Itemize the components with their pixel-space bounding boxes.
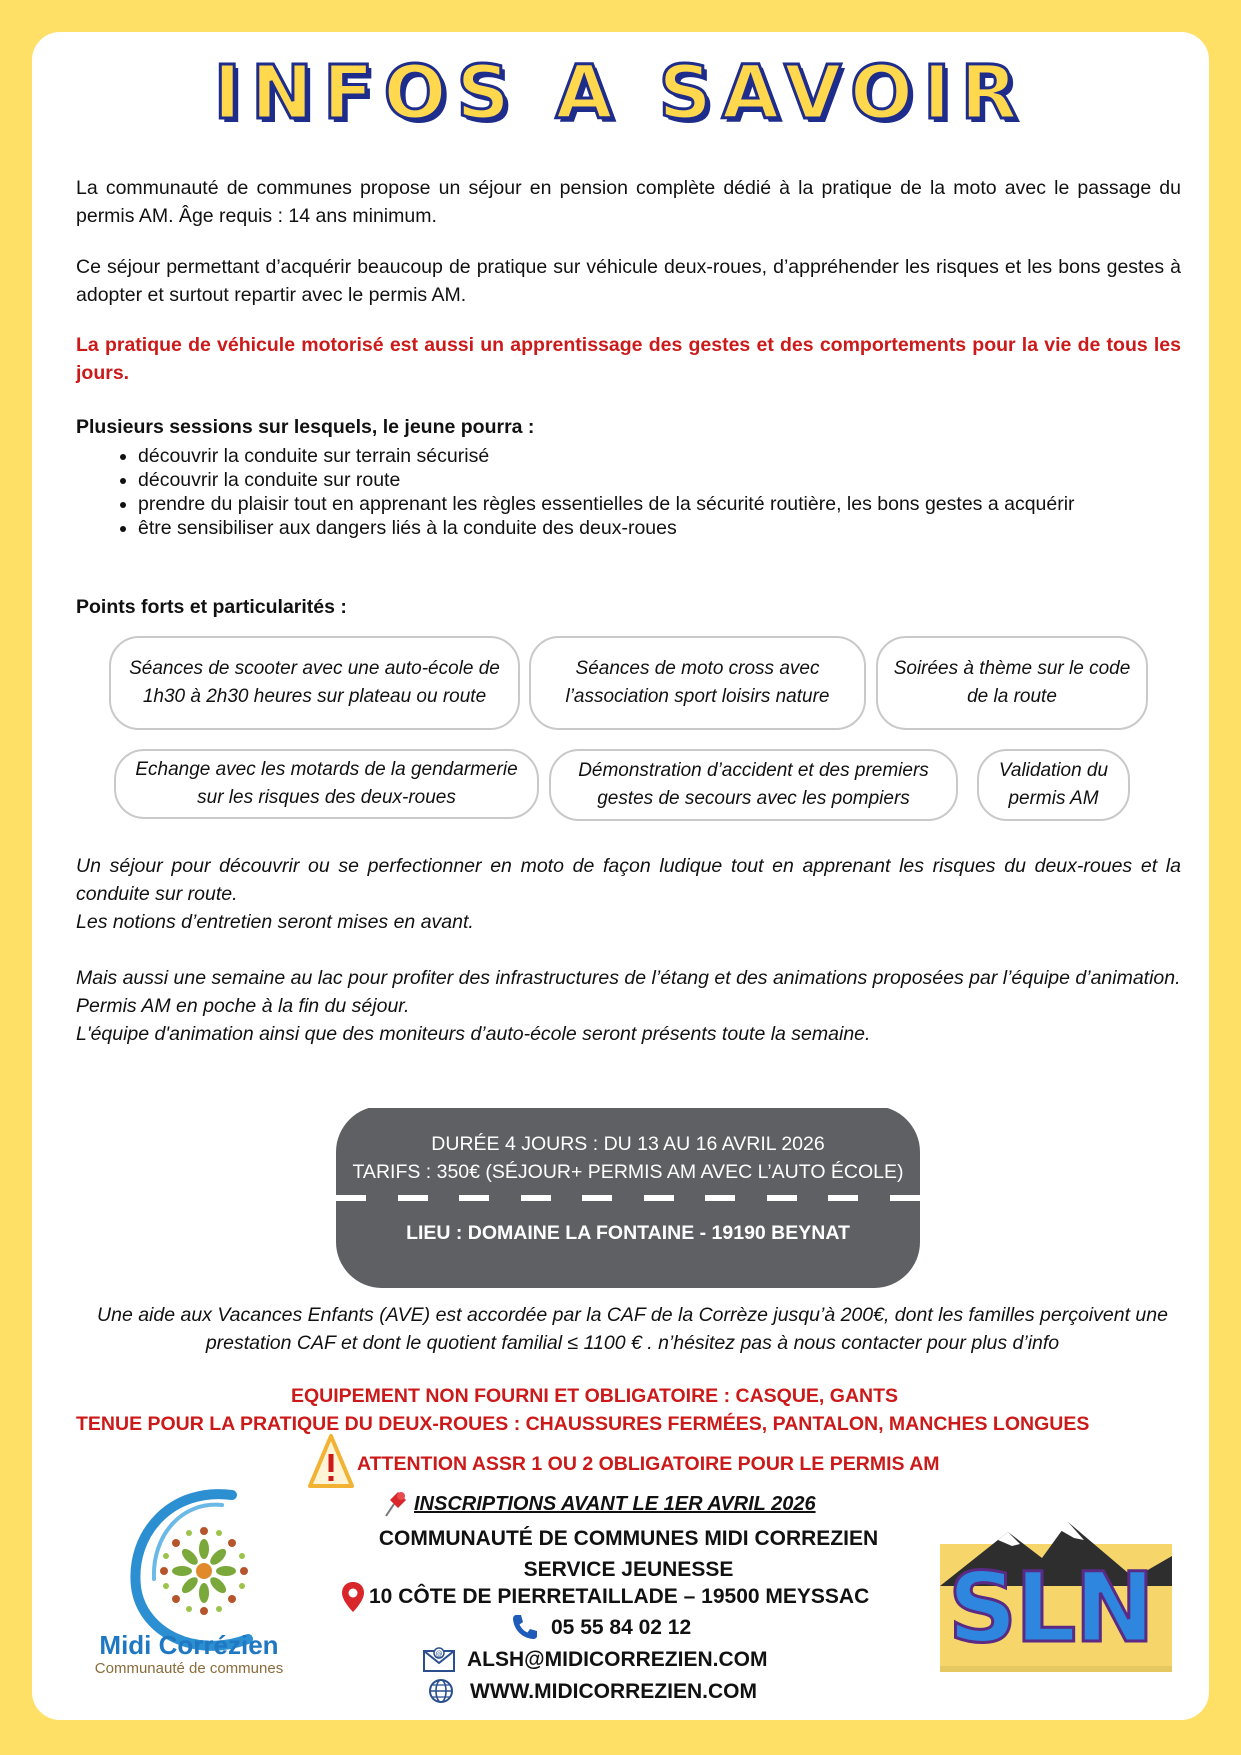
list-item: • être sensibiliser aux dangers liés à la conduite des deux-roues	[138, 516, 1238, 540]
email-text: ALSH@MIDICORREZIEN.COM	[467, 1648, 768, 1671]
equipement-line: EQUIPEMENT NON FOURNI ET OBLIGATOIRE : CASQUE, GANTS	[290, 1385, 899, 1407]
globe-icon	[427, 1677, 455, 1705]
phone-icon	[510, 1612, 540, 1642]
tarifs-text: TARIFS : 350€ (SÉJOUR+ PERMIS AM AVEC L’AUTO ÉCOLE)	[352, 1161, 904, 1183]
org-name: COMMUNAUTÉ DE COMMUNES MIDI CORREZIEN	[378, 1527, 879, 1550]
pill-scooter: Séances de scooter avec une auto-école de 1h30 à 2h30 heures sur plateau ou route	[109, 636, 520, 730]
sessions-heading: Plusieurs sessions sur lesquels, le jeune pourra :	[76, 416, 535, 438]
description-line: Un séjour pour découvrir ou se perfectionner en moto de façon ludique tout en apprenant les risques du deux-roues et la conduite sur route.	[76, 855, 1181, 905]
midi-logo-name: Midi Corrézien	[99, 1630, 279, 1660]
svg-text:@: @	[435, 1650, 443, 1658]
pill-moto-cross: Séances de moto cross avec l’association sport loisirs nature	[529, 636, 866, 730]
description-line: Permis AM en poche à la fin du séjour.	[76, 995, 410, 1017]
email-icon	[422, 1645, 456, 1673]
inscriptions-text: INSCRIPTIONS AVANT LE 1ER AVRIL 2026	[414, 1493, 816, 1515]
intro-highlight: La pratique de véhicule motorisé est aussi un apprentissage des gestes et des comportements pour la vie de tous les jours.	[76, 334, 1181, 384]
description-line: Mais aussi une semaine au lac pour profiter des infrastructures de l’étang et des animations proposées par l’équipe d’animation.	[76, 967, 1181, 989]
service-name: SERVICE JEUNESSE	[523, 1558, 734, 1581]
road-edge-top	[336, 1104, 920, 1108]
pill-pompiers: Démonstration d’accident et des premiers gestes de secours avec les pompiers	[549, 749, 958, 821]
midi-logo-sub: Communauté de communes	[94, 1660, 284, 1677]
road-dashes	[336, 1195, 920, 1201]
tenue-line: TENUE POUR LA PRATIQUE DU DEUX-ROUES : CHAUSSURES FERMÉES, PANTALON, MANCHES LONGUES	[76, 1413, 1090, 1435]
page-title: INFOS A SAVOIR	[213, 50, 1028, 136]
phone-text: 05 55 84 02 12	[551, 1616, 692, 1639]
list-item: • découvrir la conduite sur terrain sécurisé	[138, 444, 1238, 468]
address-text: 10 CÔTE DE PIERRETAILLADE – 19500 MEYSSAC	[369, 1585, 870, 1608]
description-line: L'équipe d'animation ainsi que des moniteurs d’auto-école seront présents toute la semaine.	[76, 1023, 871, 1045]
pushpin-icon	[380, 1488, 408, 1520]
description-block-1	[76, 852, 1181, 936]
location-pin-icon	[341, 1581, 365, 1613]
aide-text: Une aide aux Vacances Enfants (AVE) est accordée par la CAF de la Corrèze jusqu’à 200€, dont les familles perçoivent une prestation CAF et dont le quotient familial ≤ 1100 € . n’hésitez pas à nous contacter pour plus d’info	[97, 1304, 1168, 1354]
pill-soirees: Soirées à thème sur le code de la route	[876, 636, 1148, 730]
sessions-list	[76, 444, 1238, 540]
description-block-2	[76, 964, 1181, 1048]
attention-line: ATTENTION ASSR 1 OU 2 OBLIGATOIRE POUR LE PERMIS AM	[357, 1453, 940, 1475]
pill-gendarmerie: Echange avec les motards de la gendarmerie sur les risques des deux-roues	[114, 749, 539, 819]
list-item: • découvrir la conduite sur route	[138, 468, 1238, 492]
road-dates	[336, 1130, 920, 1186]
pill-validation: Validation du permis AM	[977, 749, 1130, 821]
intro-paragraph-1: La communauté de communes propose un séjour en pension complète dédié à la pratique de la moto avec le passage du permis AM. Âge requis : 14 ans minimum.	[76, 177, 1181, 227]
warning-icon	[306, 1432, 356, 1490]
info-road-panel	[336, 1106, 920, 1288]
points-heading: Points forts et particularités :	[76, 596, 347, 618]
web-text: WWW.MIDICORREZIEN.COM	[470, 1680, 757, 1703]
sln-logo-text: SLN	[948, 1552, 1153, 1664]
list-item: • prendre du plaisir tout en apprenant les règles essentielles de la sécurité routière, les bons gestes a acquérir	[138, 492, 1238, 516]
duree-text: DURÉE 4 JOURS : DU 13 AU 16 AVRIL 2026	[431, 1133, 825, 1155]
intro-paragraph-2: Ce séjour permettant d’acquérir beaucoup de pratique sur véhicule deux-roues, d’appréhender les risques et les bons gestes à adopter et surtout repartir avec le permis AM.	[76, 256, 1181, 306]
description-line: Les notions d’entretien seront mises en avant.	[76, 911, 474, 933]
lieu-text: LIEU : DOMAINE LA FONTAINE - 19190 BEYNAT	[406, 1222, 850, 1244]
